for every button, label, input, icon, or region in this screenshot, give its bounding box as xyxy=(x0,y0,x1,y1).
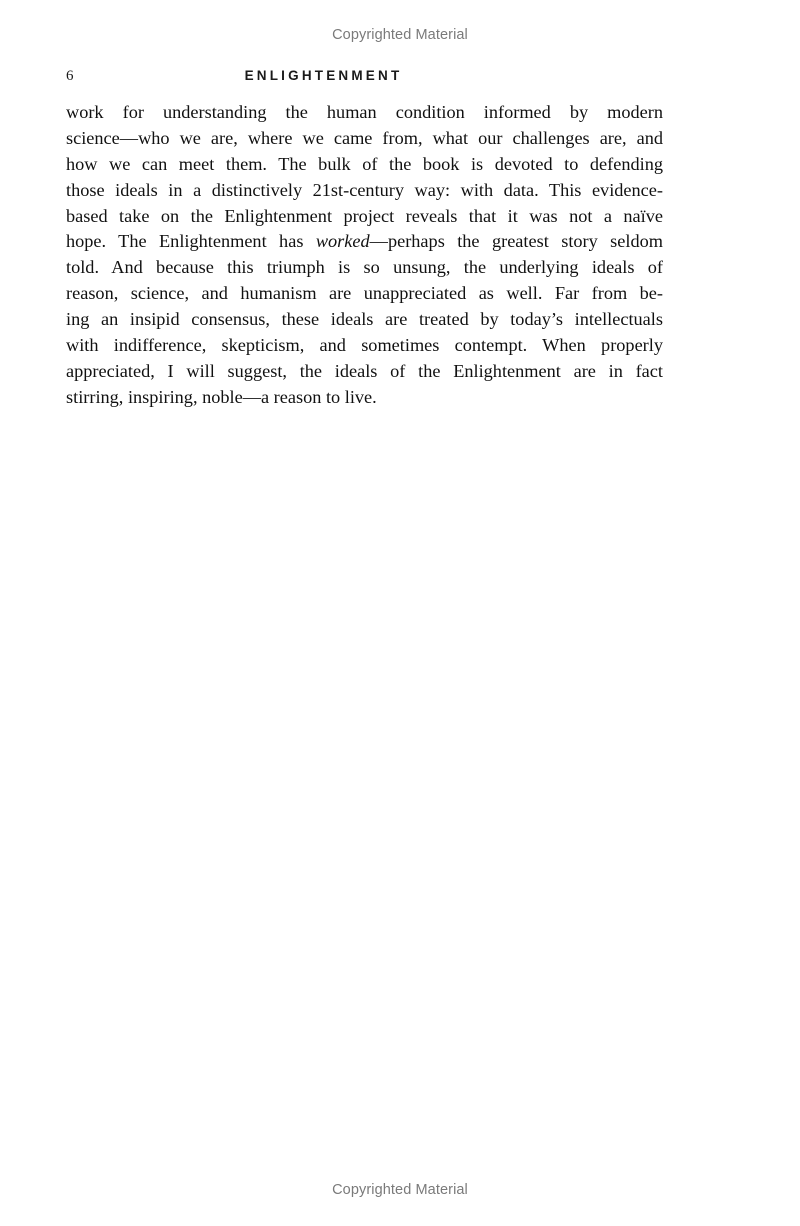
body-paragraph xyxy=(66,100,663,411)
text-line: those ideals in a distinctively 21st-century way: with data. This evidence- xyxy=(66,179,663,200)
copyright-watermark-top: Copyrighted Material xyxy=(332,27,468,43)
text-segment: —perhaps the greatest story seldom xyxy=(369,231,663,252)
running-title: ENLIGHTENMENT xyxy=(244,68,403,83)
text-line: based take on the Enlightenment project reveals that it was not a naïve xyxy=(66,205,663,226)
text-line: how we can meet them. The bulk of the book is devoted to defending xyxy=(66,153,663,174)
text-line: stirring, inspiring, noble—a reason to live. xyxy=(66,386,377,407)
text-line: work for understanding the human condition informed by modern xyxy=(66,102,663,122)
text-line: science—who we are, where we came from, what our challenges are, and xyxy=(66,127,663,148)
text-line: reason, science, and humanism are unappreciated as well. Far from be- xyxy=(66,283,663,304)
text-line: told. And because this triumph is so unsung, the underlying ideals of xyxy=(66,257,663,278)
page-number: 6 xyxy=(66,68,74,84)
text-line: ing an insipid consensus, these ideals are treated by today’s intellectuals xyxy=(66,309,663,330)
text-line: appreciated, I will suggest, the ideals of the Enlightenment are in fact xyxy=(66,360,663,381)
emphasis-text: worked xyxy=(315,231,370,252)
copyright-watermark-bottom: Copyrighted Material xyxy=(332,1182,468,1198)
running-head xyxy=(66,68,663,88)
text-segment: hope. The Enlightenment has xyxy=(66,231,316,252)
text-line xyxy=(66,229,663,255)
text-line: with indifference, skepticism, and sometimes contempt. When properly xyxy=(66,335,663,356)
